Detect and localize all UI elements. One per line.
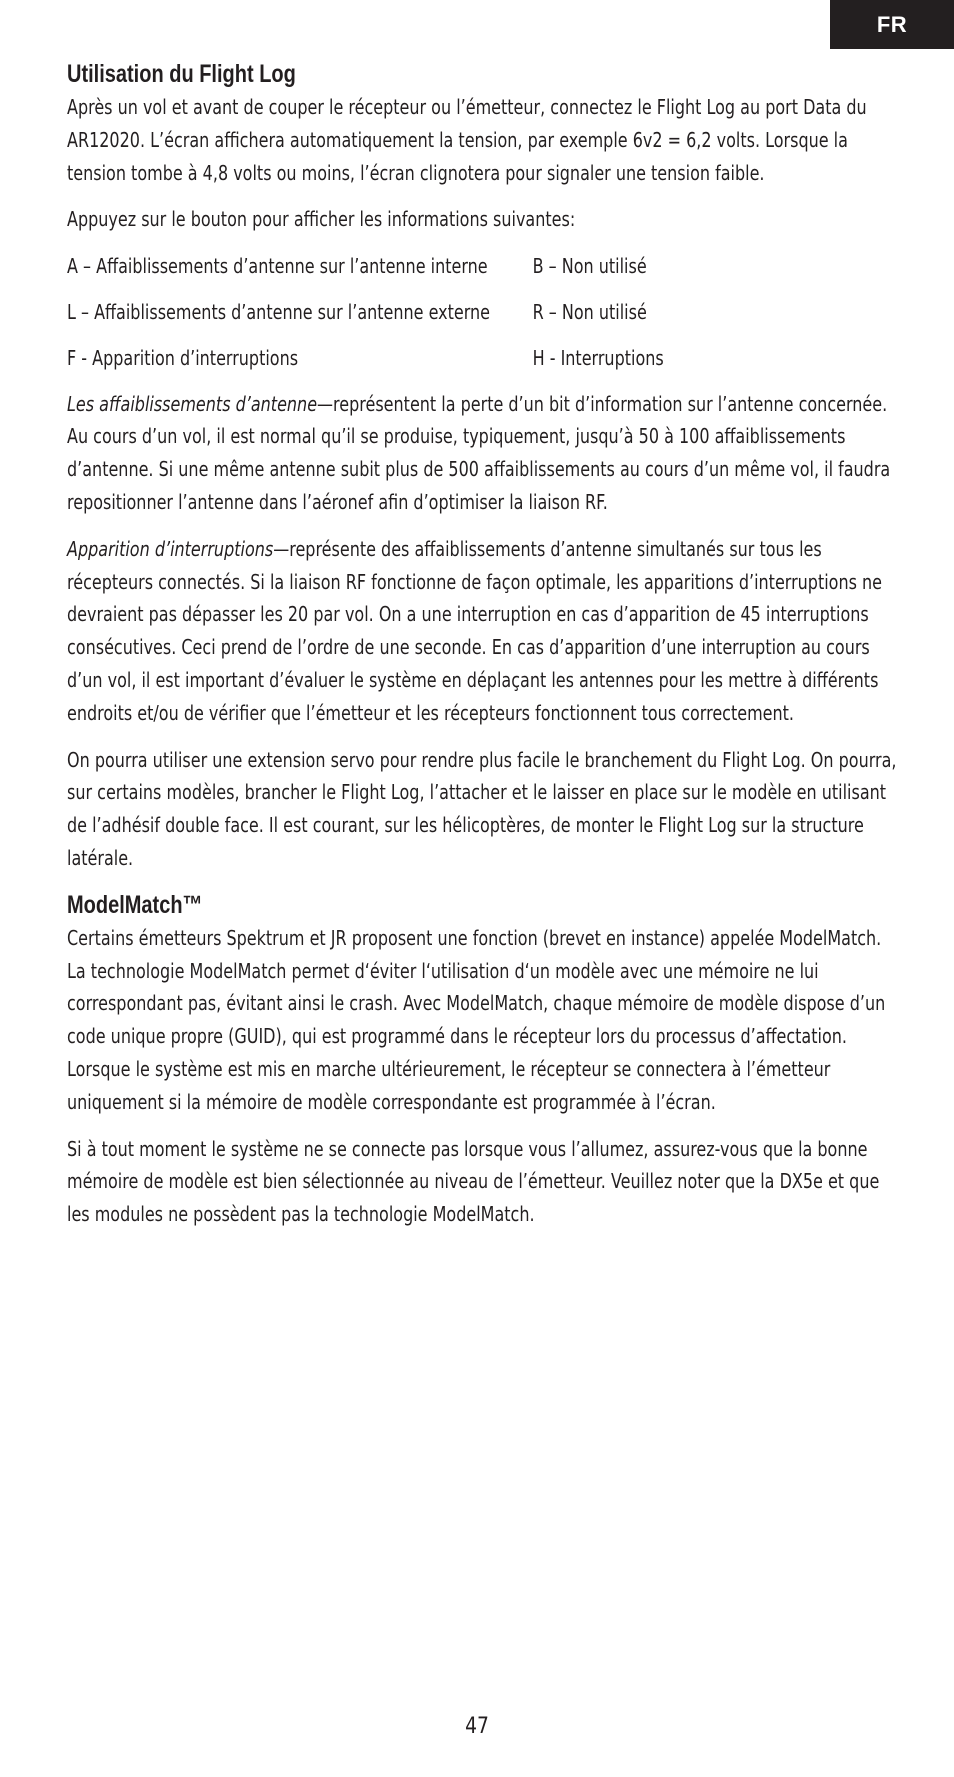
press-button-text: Appuyez sur le bouton pour afficher les informations suivantes:	[67, 207, 576, 232]
list-item-left: A – Affaiblissements d’antenne sur l’antenne interne	[67, 254, 488, 279]
list-item-left: L – Affaiblissements d’antenne sur l’antenne externe	[67, 299, 491, 324]
fades-text: —représentent la perte d’un bit d’information sur l’antenne concernée. Au cours d’un vol, il est normal qu’il se produise, typiquement, jusqu’à 50 à 100 affaiblissements d’antenne. Si une même antenne subit plus de 500 affaiblissements au cours d’un même vol, il faudra repositionner l’antenne dans l’aéronef afin d’optimiser la liaison RF.	[67, 391, 891, 514]
fades-term: Les affaiblissements d’antenne	[67, 391, 318, 416]
frame-losses-term: Apparition d’interruptions	[67, 536, 274, 561]
list-item	[67, 250, 901, 283]
language-tab: FR	[830, 0, 954, 49]
list-item	[67, 342, 901, 375]
list-item-right: R – Non utilisé	[532, 299, 647, 324]
frame-losses-text: —représente des affaiblissements d’antenne simultanés sur tous les récepteurs connectés. Si la liaison RF fonctionne de façon optimale, les apparitions d’interruptions ne devraient pas dépasser les 20 par vol. On a une interruption en cas d’apparition de 45 interruptions consécutives. Ceci prend de l’ordre de une seconde. En cas d’apparition d’une interruption au cours d’un vol, il est important d’évaluer le système en déplaçant les antennes pour les mettre à différents endroits et/ou de vérifier que l’émetteur et les récepteurs fonctionnent tous correctement.	[67, 536, 883, 725]
extension-paragraph: On pourra utiliser une extension servo pour rendre plus facile le branchement du Flight Log. On pourra, sur certains modèles, brancher le Flight Log, l’attacher et le laisser en place sur le modèle en utilisant de l’adhésif double face. Il est courant, sur les hélicoptères, de monter le Flight Log sur la structure latérale.	[67, 747, 897, 870]
list-item-left: F - Apparition d’interruptions	[67, 345, 299, 370]
modelmatch-paragraph-1: Certains émetteurs Spektrum et JR proposent une fonction (brevet en instance) appelée ModelMatch. La technologie ModelMatch permet d‘éviter l‘utilisation d‘un modèle avec une mémoire ne lui correspondant pas, évitant ainsi le crash. Avec ModelMatch, chaque mémoire de modèle dispose d’un code unique propre (GUID), qui est programmé dans le récepteur lors du processus d’affectation. Lorsque le système est mis en marche ultérieurement, le récepteur se connectera à l’émetteur uniquement si la mémoire de modèle correspondante est programmée à l’écran.	[67, 925, 886, 1114]
list-item	[67, 296, 901, 329]
flight-log-heading: Utilisation du Flight Log	[67, 60, 296, 88]
page-number: 47	[465, 1714, 489, 1739]
list-item-right: B – Non utilisé	[532, 254, 647, 279]
list-item-right: H - Interruptions	[532, 345, 664, 370]
page-content	[67, 58, 901, 1245]
modelmatch-heading: ModelMatch™	[67, 890, 203, 919]
modelmatch-paragraph-2: Si à tout moment le système ne se connecte pas lorsque vous l’allumez, assurez-vous que la bonne mémoire de modèle est bien sélectionnée au niveau de l’émetteur. Veuillez noter que la DX5e et que les modules ne possèdent pas la technologie ModelMatch.	[67, 1136, 880, 1227]
fades-paragraph	[67, 388, 901, 519]
flight-log-intro: Après un vol et avant de couper le récepteur ou l’émetteur, connectez le Flight Log au port Data du AR12020. L’écran affichera automatiquement la tension, par exemple 6v2 = 6,2 volts. Lorsque la tension tombe à 4,8 volts ou moins, l’écran clignotera pour signaler une tension faible.	[67, 95, 867, 185]
frame-losses-paragraph	[67, 533, 901, 730]
